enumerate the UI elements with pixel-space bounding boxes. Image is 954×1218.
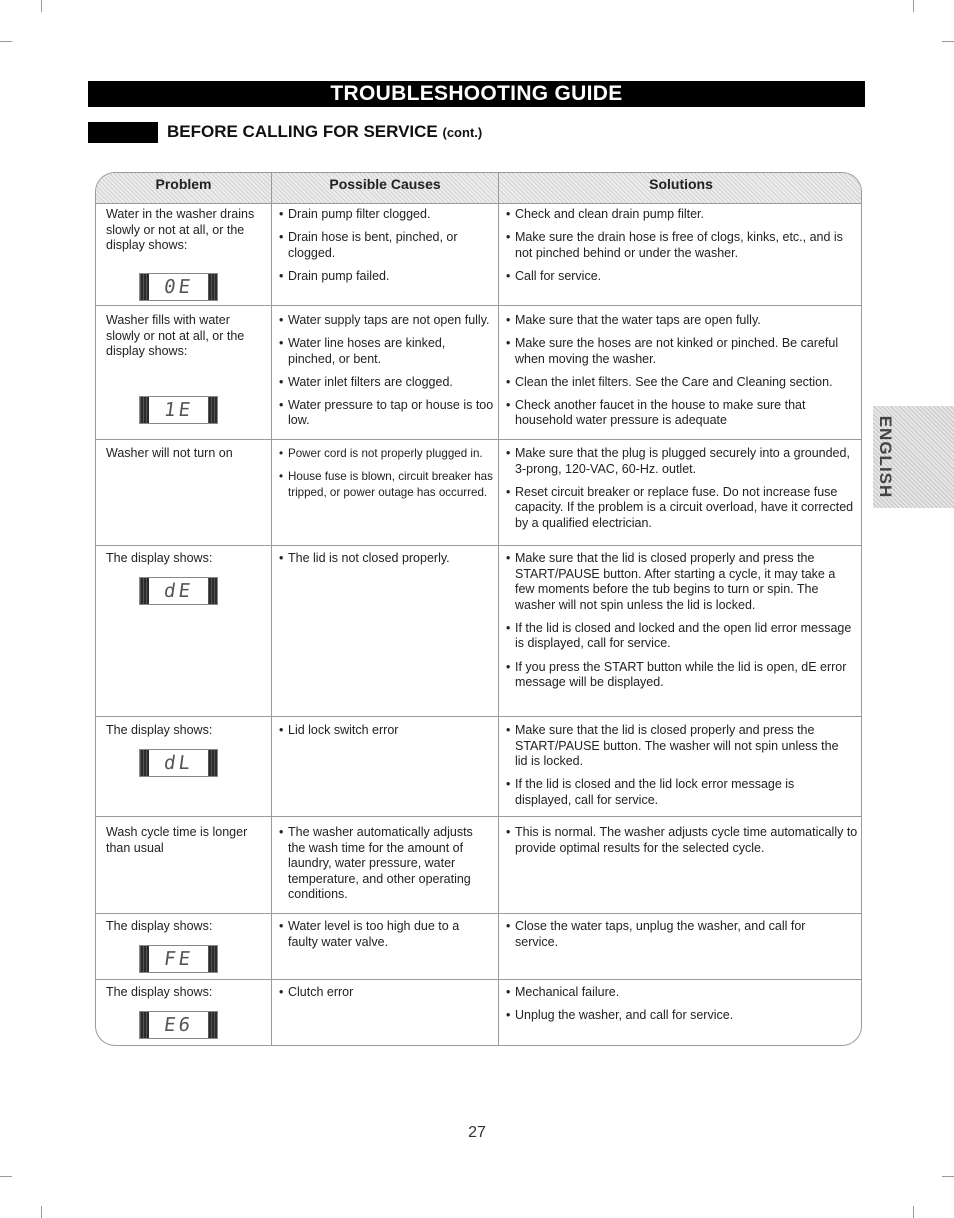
error-code: dE xyxy=(162,580,195,602)
cause-item: • Water pressure to tap or house is too low. xyxy=(279,398,494,429)
error-code: 0E xyxy=(162,276,195,298)
solutions-cell xyxy=(506,985,858,1031)
cause-item: • Drain hose is bent, pinched, or clogged. xyxy=(279,230,494,261)
row-divider xyxy=(96,305,862,306)
section-title-text: BEFORE CALLING FOR SERVICE xyxy=(167,122,438,141)
column-header-solutions: Solutions xyxy=(649,176,713,192)
column-divider xyxy=(271,173,272,1046)
section-marker xyxy=(88,122,158,143)
problem-text: Washer fills with water slowly or not at all, or the display shows: xyxy=(106,313,245,359)
solution-item: • Close the water taps, unplug the washer, and call for service. xyxy=(506,919,836,950)
table-row xyxy=(96,551,271,711)
problem-text: The display shows: xyxy=(106,919,213,933)
display-bezel xyxy=(208,946,217,972)
display-bezel xyxy=(208,750,217,776)
crop-mark xyxy=(0,1176,12,1177)
display-bezel xyxy=(208,274,217,300)
problem-text: The display shows: xyxy=(106,551,213,565)
solutions-cell xyxy=(506,313,856,437)
page-title: TROUBLESHOOTING GUIDE xyxy=(88,81,865,107)
display-bezel xyxy=(208,578,217,604)
solution-item: • Make sure that the water taps are open fully. xyxy=(506,313,856,329)
error-code-display xyxy=(139,945,218,973)
solutions-cell xyxy=(506,207,856,292)
row-divider xyxy=(96,913,862,914)
cause-item: • House fuse is blown, circuit breaker has tripped, or power outage has occurred. xyxy=(279,469,494,501)
solutions-cell xyxy=(506,551,858,698)
causes-cell xyxy=(279,313,494,437)
language-tab xyxy=(873,406,954,508)
cause-item: • Power cord is not properly plugged in. xyxy=(279,446,494,462)
error-code-display xyxy=(139,577,218,605)
cause-item: • The washer automatically adjusts the wash time for the amount of laundry, water pressure, water temperature, and other operating conditions. xyxy=(279,825,484,903)
table-row xyxy=(106,446,266,462)
error-code-display xyxy=(139,1011,218,1039)
section-title xyxy=(167,121,482,144)
solution-item: • Check another faucet in the house to make sure that household water pressure is adequate xyxy=(506,398,856,429)
crop-mark xyxy=(913,1206,914,1218)
crop-mark xyxy=(41,0,42,12)
table-row xyxy=(96,723,271,813)
table-row xyxy=(96,205,271,305)
crop-mark xyxy=(913,0,914,12)
page-number: 27 xyxy=(468,1124,486,1141)
solution-item: • Check and clean drain pump filter. xyxy=(506,207,856,223)
solutions-cell xyxy=(506,919,836,958)
crop-mark xyxy=(41,1206,42,1218)
solution-item: • Make sure that the lid is closed properly and press the START/PAUSE button. The washer will not spin unless the lid is locked. xyxy=(506,723,851,770)
error-code-display xyxy=(139,396,218,424)
solution-item: • Call for service. xyxy=(506,269,856,285)
cause-item: • Lid lock switch error xyxy=(279,723,494,739)
error-code: dL xyxy=(162,752,195,774)
error-code-display xyxy=(139,749,218,777)
solution-item: • Clean the inlet filters. See the Care and Cleaning section. xyxy=(506,375,856,391)
error-code-display xyxy=(139,273,218,301)
solution-item: • Make sure that the lid is closed properly and press the START/PAUSE button. After starting a cycle, it may take a few moments before the tub begins to turn or spin. The washer will not spin unless the lid is locked. xyxy=(506,551,858,613)
row-divider xyxy=(96,979,862,980)
language-label: ENGLISH xyxy=(876,415,895,499)
row-divider xyxy=(96,439,862,440)
column-header-problem: Problem xyxy=(155,176,212,192)
display-bezel xyxy=(208,397,217,423)
solutions-cell xyxy=(506,446,858,539)
troubleshooting-table xyxy=(95,172,862,1046)
table-row xyxy=(96,919,271,977)
error-code: E6 xyxy=(162,1014,195,1036)
cause-item: • Water level is too high due to a faulty water valve. xyxy=(279,919,479,950)
cause-item: • Water line hoses are kinked, pinched, or bent. xyxy=(279,336,494,367)
cause-item: • Drain pump failed. xyxy=(279,269,494,285)
row-divider xyxy=(96,716,862,717)
table-header xyxy=(96,173,862,204)
solution-item: • If you press the START button while the lid is open, dE error message will be displayed. xyxy=(506,660,858,691)
cause-item: • Clutch error xyxy=(279,985,494,1001)
cause-item: • The lid is not closed properly. xyxy=(279,551,494,567)
solution-item: • Make sure that the plug is plugged securely into a grounded, 3-prong, 120-VAC, 60-Hz. outlet. xyxy=(506,446,858,477)
cause-item: • Water inlet filters are clogged. xyxy=(279,375,494,391)
error-code: FE xyxy=(162,948,195,970)
problem-text: Washer will not turn on xyxy=(106,446,233,460)
causes-cell xyxy=(279,723,494,746)
table-row xyxy=(96,312,271,437)
column-header-causes: Possible Causes xyxy=(329,176,441,192)
causes-cell xyxy=(279,825,484,910)
problem-text: The display shows: xyxy=(106,985,213,999)
solution-item: • Make sure the hoses are not kinked or pinched. Be careful when moving the washer. xyxy=(506,336,856,367)
problem-text: The display shows: xyxy=(106,723,213,737)
causes-cell xyxy=(279,207,494,292)
row-divider xyxy=(96,545,862,546)
causes-cell xyxy=(279,919,479,958)
table-row xyxy=(106,825,266,856)
solutions-cell xyxy=(506,723,851,816)
problem-text: Wash cycle time is longer than usual xyxy=(106,825,248,855)
solution-item: • If the lid is closed and locked and the open lid error message is displayed, call for service. xyxy=(506,621,858,652)
solutions-cell xyxy=(506,825,858,864)
solution-item: • If the lid is closed and the lid lock error message is displayed, call for service. xyxy=(506,777,851,808)
causes-cell xyxy=(279,446,494,508)
crop-mark xyxy=(0,41,12,42)
crop-mark xyxy=(942,41,954,42)
row-divider xyxy=(96,816,862,817)
causes-cell xyxy=(279,551,494,574)
problem-text: Water in the washer drains slowly or not at all, or the display shows: xyxy=(106,207,255,253)
solution-item: • Make sure the drain hose is free of clogs, kinks, etc., and is not pinched behind or under the washer. xyxy=(506,230,856,261)
solution-item: • This is normal. The washer adjusts cycle time automatically to provide optimal results for the selected cycle. xyxy=(506,825,858,856)
table-row xyxy=(96,985,271,1045)
cause-item: • Drain pump filter clogged. xyxy=(279,207,494,223)
display-bezel xyxy=(208,1012,217,1038)
solution-item: • Unplug the washer, and call for service. xyxy=(506,1008,858,1024)
crop-mark xyxy=(942,1176,954,1177)
causes-cell xyxy=(279,985,494,1008)
cause-item: • Water supply taps are not open fully. xyxy=(279,313,494,329)
section-title-suffix: (cont.) xyxy=(442,125,483,140)
column-divider xyxy=(498,173,499,1046)
solution-item: • Reset circuit breaker or replace fuse. Do not increase fuse capacity. If the problem is a circuit overload, have it corrected by a qualified electrician. xyxy=(506,485,858,532)
error-code: 1E xyxy=(162,399,195,421)
solution-item: • Mechanical failure. xyxy=(506,985,858,1001)
